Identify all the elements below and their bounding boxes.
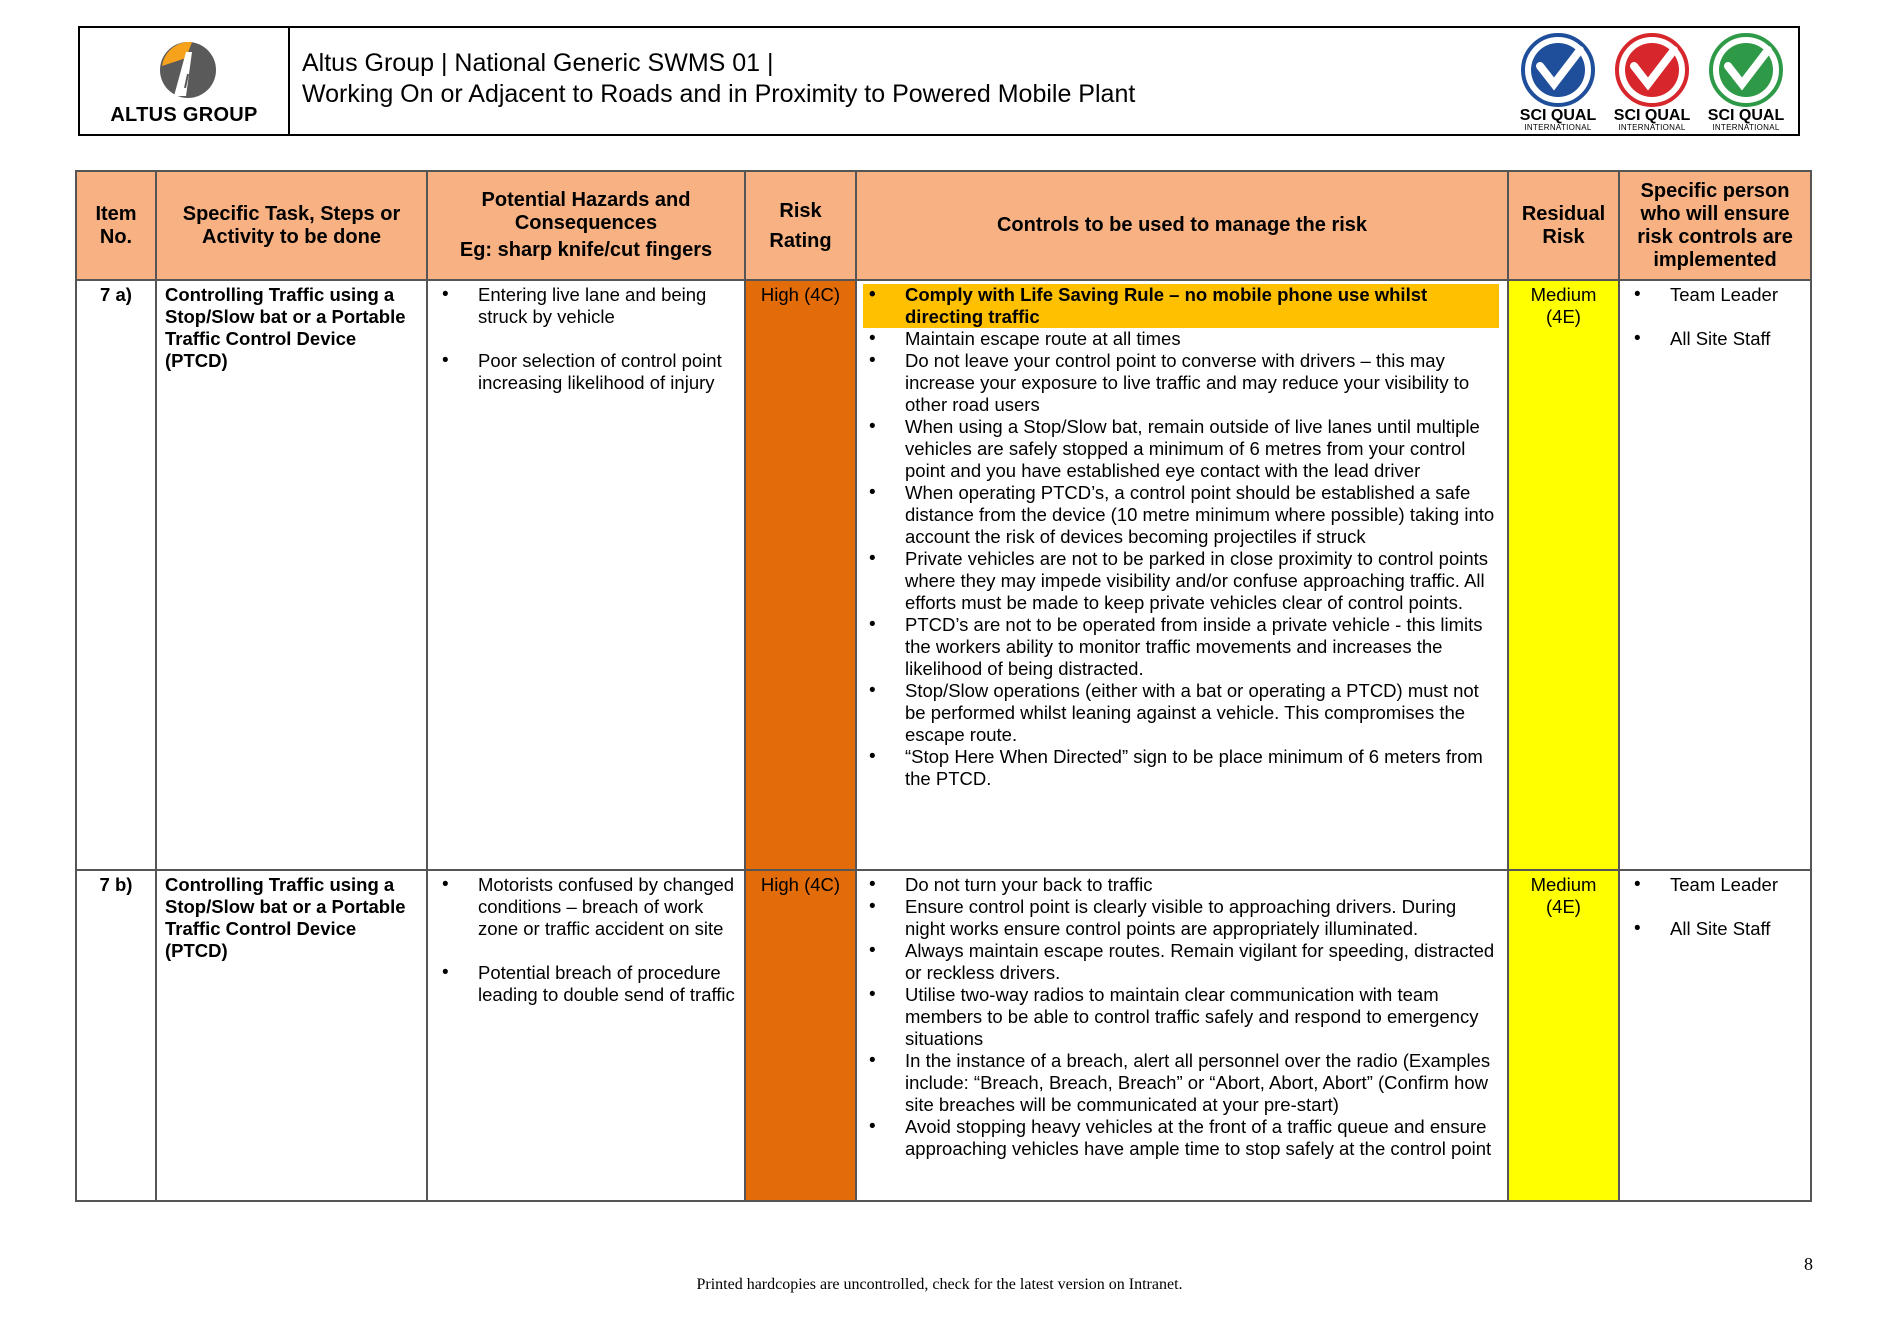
risk-rating: High (4C): [745, 870, 856, 1201]
col-hazards-header: [427, 171, 745, 280]
control-item: • When using a Stop/Slow bat, remain outside of live lanes until multiple vehicles are safely stopped a minimum of 6 metres from your control point and you have established eye contact with the lead driver: [863, 416, 1499, 482]
col-person-header: Specific person who will ensure risk controls are implemented: [1619, 171, 1811, 280]
control-item: • Stop/Slow operations (either with a bat or operating a PTCD) must not be performed whilst leaning against a vehicle. This compromises the escape route.: [863, 680, 1499, 746]
title-line-1: Altus Group | National Generic SWMS 01 |: [302, 49, 774, 77]
page-number: 8: [1804, 1254, 1813, 1274]
col-item-header: Item No.: [76, 171, 156, 280]
sci-qual-certification-seal-icon: [1702, 32, 1790, 108]
swms-table: [75, 170, 1812, 1202]
document-header: [78, 26, 1800, 136]
altus-road-logo-icon: [152, 36, 218, 102]
col-controls-header: Controls to be used to manage the risk: [856, 171, 1508, 280]
col-task-header: Specific Task, Steps or Activity to be done: [156, 171, 427, 280]
risk-rating: High (4C): [745, 280, 856, 870]
hazards-header-example: Eg: sharp knife/cut fingers: [459, 239, 713, 261]
cert-label: SCI QUAL: [1613, 107, 1691, 124]
hazards-header-title: Potential Hazards and Consequences: [481, 189, 691, 234]
control-item-highlight: • Comply with Life Saving Rule – no mobile phone use whilst directing traffic: [863, 284, 1499, 328]
cert-sub: INTERNATIONAL: [1712, 123, 1780, 132]
cert-seal-red: [1606, 32, 1698, 132]
cert-sub: INTERNATIONAL: [1618, 123, 1686, 132]
cert-seal-green: [1700, 32, 1792, 132]
table-row: [76, 870, 1811, 1201]
residual-risk: Medium (4E): [1508, 870, 1619, 1201]
task-description: Controlling Traffic using a Stop/Slow bat or a Portable Traffic Control Device (PTCD): [156, 870, 427, 1201]
control-item: • In the instance of a breach, alert all personnel over the radio (Examples include: “Breach, Breach, Breach” or “Abort, Abort, Abort” (Confirm how site breaches will be communicated at your pre-start): [863, 1050, 1499, 1116]
controls-cell: [856, 870, 1508, 1201]
table-header-row: [76, 171, 1811, 280]
control-item: • Maintain escape route at all times: [863, 328, 1499, 350]
hazard-item: • Motorists confused by changed conditions – breach of work zone or traffic accident on site: [436, 874, 736, 940]
control-item: • When operating PTCD’s, a control point should be established a safe distance from the device (10 metre minimum where possible) taking into account the risk of devices becoming projectiles if struck: [863, 482, 1499, 548]
hazard-item: • Potential breach of procedure leading to double send of traffic: [436, 962, 736, 1006]
control-item: • Always maintain escape routes. Remain vigilant for speeding, distracted or reckless drivers.: [863, 940, 1499, 984]
control-item: • Avoid stopping heavy vehicles at the front of a traffic queue and ensure approaching vehicles have ample time to stop safely at the control point: [863, 1116, 1499, 1160]
control-item: • Do not turn your back to traffic: [863, 874, 1499, 896]
hazards-cell: [427, 870, 745, 1201]
logo-box: [80, 28, 290, 134]
sci-qual-certification-seal-icon: [1608, 32, 1696, 108]
hazard-item: • Poor selection of control point increasing likelihood of injury: [436, 350, 736, 394]
person-cell: [1619, 870, 1811, 1201]
sci-qual-certification-seal-icon: [1514, 32, 1602, 108]
residual-risk: Medium (4E): [1508, 280, 1619, 870]
control-item: • Ensure control point is clearly visible to approaching drivers. During night works ensure control points are appropriately illuminated.: [863, 896, 1499, 940]
col-risk-header: Risk Rating: [745, 171, 856, 280]
col-residual-header: Residual Risk: [1508, 171, 1619, 280]
hazard-item: • Entering live lane and being struck by vehicle: [436, 284, 736, 328]
person-item: • All Site Staff: [1628, 918, 1802, 940]
title-line-2: Working On or Adjacent to Roads and in Proximity to Powered Mobile Plant: [302, 80, 1136, 108]
cert-sub: INTERNATIONAL: [1524, 123, 1592, 132]
hazards-cell: [427, 280, 745, 870]
certification-seals: [1512, 32, 1792, 132]
control-item: • PTCD’s are not to be operated from inside a private vehicle - this limits the workers ability to monitor traffic movements and increases the likelihood of being distracted.: [863, 614, 1499, 680]
person-item: • All Site Staff: [1628, 328, 1802, 350]
control-item: • Private vehicles are not to be parked in close proximity to control points where they may impede visibility and/or confuse approaching traffic. All efforts must be made to keep private vehicles clear of control points.: [863, 548, 1499, 614]
controls-cell: [856, 280, 1508, 870]
logo-text: ALTUS GROUP: [110, 104, 258, 126]
item-number: 7 a): [76, 280, 156, 870]
control-item: • Do not leave your control point to converse with drivers – this may increase your exposure to live traffic and may reduce your visibility to other road users: [863, 350, 1499, 416]
control-item: • Utilise two-way radios to maintain clear communication with team members to be able to control traffic safely and respond to emergency situations: [863, 984, 1499, 1050]
person-item: • Team Leader: [1628, 284, 1802, 306]
table-row: [76, 280, 1811, 870]
item-number: 7 b): [76, 870, 156, 1201]
person-cell: [1619, 280, 1811, 870]
cert-label: SCI QUAL: [1519, 107, 1597, 124]
cert-label: SCI QUAL: [1707, 107, 1785, 124]
cert-seal-blue: [1512, 32, 1604, 132]
footer-note: Printed hardcopies are uncontrolled, check for the latest version on Intranet.: [696, 1276, 1183, 1293]
control-item: • “Stop Here When Directed” sign to be place minimum of 6 meters from the PTCD.: [863, 746, 1499, 790]
person-item: • Team Leader: [1628, 874, 1802, 896]
task-description: Controlling Traffic using a Stop/Slow bat or a Portable Traffic Control Device (PTCD): [156, 280, 427, 870]
